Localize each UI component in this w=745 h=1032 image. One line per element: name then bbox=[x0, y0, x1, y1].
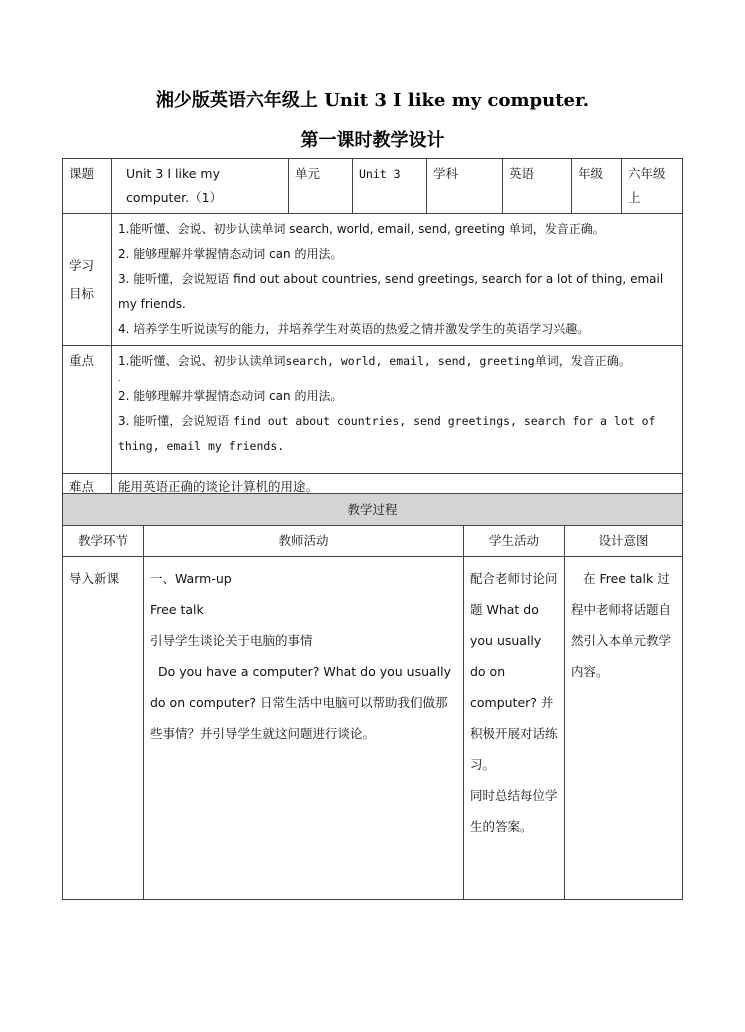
objective-item: 4. 培养学生听说读写的能力，并培养学生对英语的热爱之情并激发学生的英语学习兴趣。 bbox=[118, 322, 590, 336]
column-header-student: 学生活动 bbox=[464, 526, 565, 557]
key-point-item: 3. 能听懂，会说短语 find out about countries, send greetings, search for a lot of thing, email my friends. bbox=[118, 414, 656, 453]
difficulty-text: 能用英语正确的谈论计算机的用途。 bbox=[112, 474, 683, 501]
key-points-content bbox=[112, 346, 683, 474]
grade-label: 年级 bbox=[572, 159, 622, 214]
subject-label: 学科 bbox=[427, 159, 503, 214]
student-activity-cell bbox=[464, 557, 565, 900]
teacher-line: Do you have a computer? What do you usually do on computer? 日常生活中电脑可以帮助我们做那些事情？并引导学生就这问题进行谈论。 bbox=[150, 664, 452, 741]
teaching-process-table bbox=[62, 493, 683, 900]
student-line: 配合老师讨论问题 What do you usually do on computer? 并积极开展对话练习。 bbox=[470, 571, 558, 772]
teacher-line: Free talk bbox=[150, 602, 204, 617]
design-intent-cell: 在 Free talk 过程中老师将话题自然引入本单元教学内容。 bbox=[565, 557, 683, 900]
column-header-stage: 教学环节 bbox=[63, 526, 144, 557]
document-subtitle: 第一课时教学设计 bbox=[300, 130, 445, 151]
column-header-intent: 设计意图 bbox=[565, 526, 683, 557]
objectives-label: 学习目标 bbox=[63, 214, 112, 346]
process-header: 教学过程 bbox=[63, 494, 683, 526]
stage-cell: 导入新课 bbox=[63, 557, 144, 900]
unit-value: Unit 3 bbox=[353, 159, 427, 214]
table-row bbox=[63, 557, 683, 900]
objective-item: 3. 能听懂，会说短语 find out about countries, send greetings, search for a lot of thing, email my friends. bbox=[118, 272, 664, 311]
key-points-label: 重点 bbox=[63, 346, 112, 474]
subject-value: 英语 bbox=[503, 159, 572, 214]
teacher-line: 引导学生谈论关于电脑的事情 bbox=[150, 633, 313, 648]
topic-label: 课题 bbox=[63, 159, 112, 214]
document-title: 湘少版英语六年级上 Unit 3 I like my computer. bbox=[155, 90, 590, 111]
key-point-item: 1.能听懂、会说、初步认读单词search, world, email, send, greeting单词，发音正确。 bbox=[118, 354, 631, 368]
topic-value: Unit 3 I like my computer.（1） bbox=[112, 159, 289, 214]
student-line: 同时总结每位学生的答案。 bbox=[470, 788, 558, 834]
teacher-line: 一、Warm-up bbox=[150, 571, 232, 586]
objectives-content bbox=[112, 214, 683, 346]
difficulty-label: 难点 bbox=[63, 474, 112, 501]
column-header-teacher: 教师活动 bbox=[144, 526, 464, 557]
teacher-activity-cell bbox=[144, 557, 464, 900]
unit-label: 单元 bbox=[289, 159, 353, 214]
paragraph-mark: . bbox=[118, 374, 121, 383]
key-point-item: 2. 能够理解并掌握情态动词 can 的用法。 bbox=[118, 389, 343, 403]
lesson-info-table bbox=[62, 158, 683, 501]
objective-item: 2. 能够理解并掌握情态动词 can 的用法。 bbox=[118, 247, 343, 261]
grade-value: 六年级上 bbox=[622, 159, 683, 214]
objective-item: 1.能听懂、会说、初步认读单词 search, world, email, send, greeting 单词，发音正确。 bbox=[118, 222, 605, 236]
